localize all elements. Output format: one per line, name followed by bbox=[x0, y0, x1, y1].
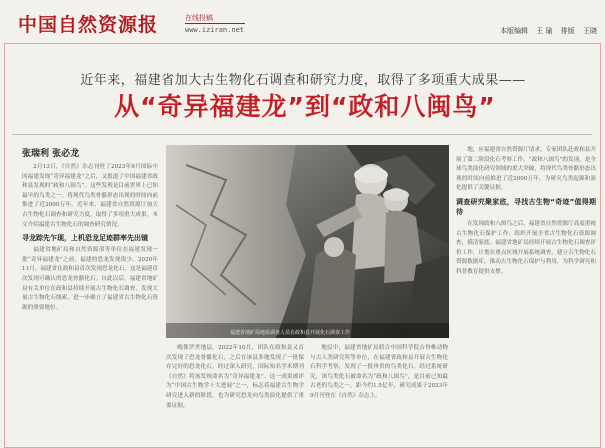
masthead-rule bbox=[185, 23, 245, 24]
article-column-4 bbox=[456, 146, 596, 444]
article-column-1 bbox=[22, 163, 158, 445]
column-3-body: 地层中，福建省地矿局联合中国科学院古脊椎动物与古人类研究所等单位，在福建省政和县开展古生物化石科学考察，发现了一批珍贵的鸟类化石。经过系统研究，该鸟类化石被命名为“政和八闽鸟”，是目前已知最古老的鸟类之一，距今约1.5亿年，研究成果于2023年9月刊登在《自然》杂志上。 bbox=[310, 345, 448, 399]
editor-name: 王 瑜 bbox=[536, 27, 553, 35]
column-4-body: 地，应福建省自然资源厅请求，专家团队赴政和县开展了第二阶段化石考察工作。“政和八闽鸟”的发现，是全球鸟类演化研究领域的重大突破，将现代鸟类骨骼形态出现的时间向前推进了近2000万年，为研究鸟类起源和演化提供了关键证据。 bbox=[456, 147, 596, 192]
section-heading-1: 寻龙踪先乍现，上机恐龙足迹群率先出镜 bbox=[22, 234, 148, 243]
article-column-3 bbox=[310, 344, 448, 444]
section-1-body: 福建省地矿局和自然资源部等单位在福建发现一批“奇异福建龙”之前，福建的恐龙发现很少。2020年11月，福建省在政和县首次发现恐龙化石，这是福建首次发现可确认的恐龙骨骼化石。自此以后，福建省地矿局有关单位在政和县持续开展古生物化石调查，发现大量古生物化石线索，进一步确立了福建省古生物化石资源的重要地位。 bbox=[22, 247, 158, 311]
title-divider bbox=[12, 134, 592, 135]
article-column-2 bbox=[166, 344, 304, 444]
website-url: www.iziran.net bbox=[185, 26, 245, 34]
fossil-survey-photo bbox=[166, 145, 449, 338]
section-heading-2: 调查研究聚家底，寻找古生物“奇迹”值得期待 bbox=[456, 197, 596, 216]
newspaper-title: 中国自然资源报 bbox=[18, 14, 159, 36]
photo-caption: 福建省地矿局地质调查人员在政和县开展化石调查工作 bbox=[230, 330, 351, 336]
layout-name: 王晓 bbox=[583, 27, 597, 35]
tagline: 在线投稿 bbox=[185, 14, 213, 22]
article-pre-title: 近年来，福建省加大古生物化石调查和研究力度，取得了多项重大成果—— bbox=[80, 73, 526, 88]
byline: 张瑞利 张必龙 bbox=[22, 149, 80, 159]
editor-label: 本版编辑 bbox=[500, 27, 529, 35]
masthead bbox=[0, 0, 605, 40]
column-2-body: 晚侏罗世地层。2022年10月，团队在政和县又首次发现了恐龙骨骼化石，之后在该县多地发现了一批保存完好的恐龙化石。经过深入研究，国际知名学术期刊《自然》将该发现命名为“奇异福建龙”。这一成果被评为“中国古生物学十大进展”之一，标志着福建古生物学研究进入新的阶段，也为研究恐龙向鸟类演化提供了重要证据。 bbox=[166, 345, 304, 409]
article-title: 从“奇异福建龙”到“政和八闽鸟” bbox=[114, 92, 496, 121]
layout-label: 排版 bbox=[560, 27, 575, 35]
editor-credits bbox=[494, 26, 597, 36]
article-photo bbox=[166, 145, 449, 338]
lead-paragraph: 2月13日，《自然》杂志刊登了2023年9月国际中国福建发现“奇异福建龙”之后，又报道了中国福建省政和县发现的“政和八闽鸟”。这些发现是目前世界上已知最早的鸟类之一，将现代鸟类骨骼形态出现的时间向前推进了近2000万年。近年来，福建省自然资源厅加大古生物化石调查和研究力度，取得了多项重大成果，本文介绍福建古生物化石的调查研究情况。 bbox=[22, 164, 158, 228]
section-2-body: 在发现政和八闽鸟之后，福建省自然资源厅高度重视古生物化石保护工作，组织开展全省古生物化石资源调查，摸清家底。福建省地矿局持续开展古生物化石调查评价工作，计划在重点区域开展系统调查，建立古生物化石资源数据库，推动古生物化石保护与利用，为科学研究和科普教育提供支撑。 bbox=[456, 220, 596, 275]
